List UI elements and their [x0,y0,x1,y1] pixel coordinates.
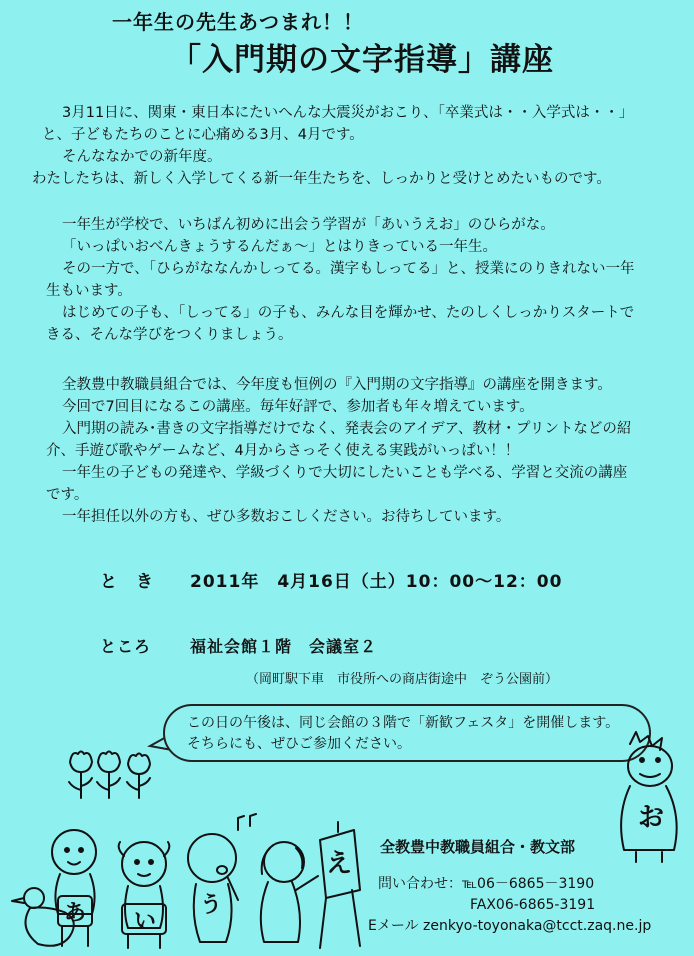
tulip-icon [127,754,150,799]
tulip-icon [69,752,92,799]
first-graders-line: 生もいます。 [46,283,132,299]
course-line: 入門期の読み･書きの文字指導だけでなく、発表会のアイデア、教材・プリントなどの紹 [62,421,632,437]
letter-e: え [326,849,353,879]
first-graders-line: はじめての子も、「しってる」の子も、みんな目を輝かせ、たのしくしっかりスタートで [62,305,635,321]
easel-icon [320,822,360,948]
page-subtitle: 一年生の先生あつまれ！！ [112,10,364,34]
intro-line: と、子どもたちのことに心痛める3月、4月です。 [42,127,364,143]
where-label: ところ [100,637,152,656]
phone-number: 問い合わせ：℡06－6865－3190 [378,876,595,892]
page-title: 「入門期の文字指導」講座 [170,42,554,78]
intro-line: わたしたちは、新しく入学してくる新一年生たちを、しっかりと受けとめたいものです。 [32,171,611,187]
bubble-line: そちらにも、ぜひご参加ください。 [187,736,411,752]
fax-number: FAX06-6865-3191 [470,897,596,913]
course-line: です。 [46,487,89,503]
organizer-name: 全教豊中教職員組合・教文部 [380,838,576,856]
email-address: Eメール zenkyo-toyonaka@tcct.zaq.ne.jp [368,918,652,934]
course-line: 今回で7回目になるこの講座。毎年好評で、参加者も年々増えています。 [62,399,534,415]
when-label: と き [100,572,154,592]
where-value: 福祉会館１階 会議室２ [190,637,378,656]
singing-child-icon [188,814,256,942]
letter-u: う [200,893,223,918]
first-graders-line: その一方で、「ひらがななんかしってる。漢字もしってる」と、授業にのりきれない一年 [62,261,635,277]
first-graders-line: 一年生が学校で、いちばん初めに出会う学習が「あいうえお」のひらがな。 [62,217,555,233]
first-graders-line: きる、そんな学びをつくりましょう。 [46,327,293,343]
first-graders-line: 「いっぱいおべんきょうするんだぁ～」とはりきっている一年生。 [62,239,497,255]
letter-o: お [638,803,665,833]
intro-line: 3月11日に、関東・東日本にたいへんな大震災がおこり、「卒業式は・・入学式は・・」 [62,105,634,121]
course-line: 一年生の子どもの発達や、学級づくりで大切にしたいことも学べる、学習と交流の講座 [62,465,628,481]
letter-a: あ [64,901,87,926]
access-note: （岡町駅下車 市役所への商店街途中 ぞう公園前） [246,672,559,687]
when-value: 2011年 4月16日（土）10：00～12：00 [190,572,563,592]
course-line: 一年担任以外の方も、ぜひ多数おこしください。お待ちしています。 [62,509,511,525]
monster-icon [621,732,677,862]
painting-girl-icon [261,842,318,942]
bubble-line: この日の午後は、同じ会館の３階で「新歓フェスタ」を開催します。 [187,715,620,731]
letter-i: い [134,909,157,934]
intro-line: そんななかでの新年度。 [62,149,222,165]
course-line: 全教豊中教職員組合では、今年度も恒例の『入門期の文字指導』の講座を開きます。 [62,377,612,393]
course-line: 介、手遊び歌やゲームなど、4月からさっそく使える実践がいっぱい！！ [46,443,520,459]
tulip-icon [97,752,120,799]
